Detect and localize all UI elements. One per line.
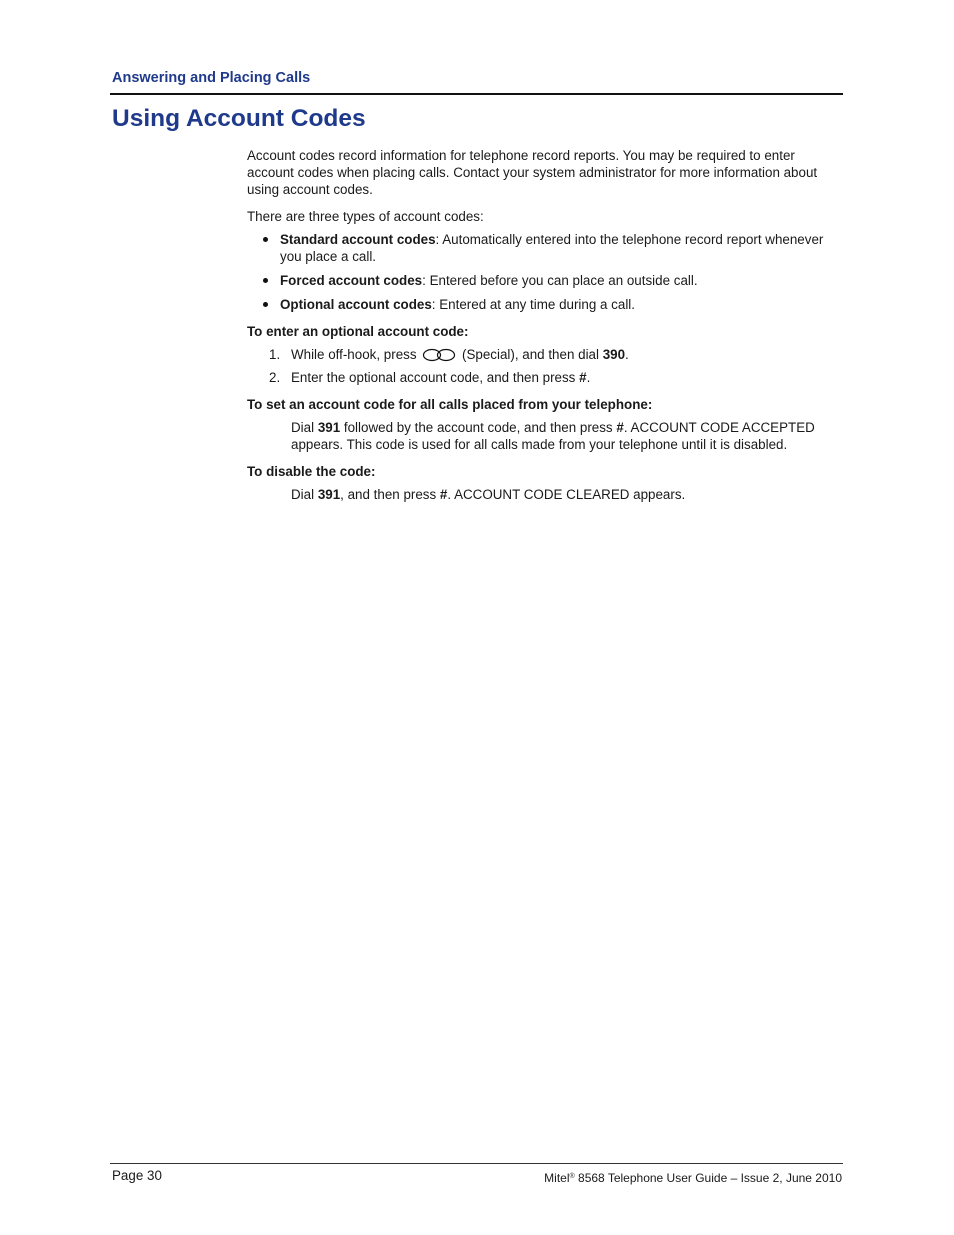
- content-body: [247, 147, 843, 513]
- bullet-icon: [263, 237, 268, 242]
- all-calls-instructions: Dial 391 followed by the account code, and then press #. ACCOUNT CODE ACCEPTED appears. This code is used for all calls made from your telephone until it is disabled.: [291, 420, 815, 452]
- dial-key: #: [616, 420, 624, 435]
- optional-code-heading: To enter an optional account code:: [247, 324, 469, 339]
- dial-key: #: [439, 487, 448, 502]
- step-text: While off-hook, press: [291, 347, 417, 362]
- type-desc: : Entered at any time during a call.: [431, 297, 635, 312]
- dial-code: 391: [317, 420, 341, 435]
- header-rule: [110, 93, 843, 95]
- disable-instructions: Dial 391, and then press #. ACCOUNT CODE CLEARED appears.: [291, 487, 686, 502]
- list-item: [247, 231, 843, 265]
- type-desc: : Automatically entered into the telephone record report whenever you place a call.: [280, 232, 824, 264]
- types-intro: There are three types of account codes:: [247, 209, 484, 224]
- page-number: Page 30: [112, 1168, 162, 1183]
- dial-code: 390: [602, 347, 626, 362]
- list-item: [247, 272, 843, 289]
- type-term: Forced account codes: [280, 273, 423, 288]
- step-text: Enter the optional account code, and then press: [291, 370, 576, 385]
- step-number: 2.: [269, 370, 281, 385]
- special-key-icon: [422, 348, 456, 362]
- type-term: Standard account codes: [280, 232, 436, 247]
- footer-rule: [110, 1163, 843, 1164]
- step-item: 1. While off-hook, press (Special), and then dial 390.: [269, 347, 629, 362]
- type-desc: : Entered before you can place an outside call.: [422, 273, 698, 288]
- type-term: Optional account codes: [280, 297, 432, 312]
- step-item: 2. Enter the optional account code, and then press #.: [269, 370, 591, 385]
- dial-code: 391: [317, 487, 341, 502]
- all-calls-heading: To set an account code for all calls placed from your telephone:: [247, 397, 653, 412]
- section-header: Answering and Placing Calls: [112, 70, 311, 86]
- footer-document-title: Mitel® 8568 Telephone User Guide – Issue 2, June 2010: [544, 1171, 842, 1185]
- step-text: (Special), and then dial: [462, 347, 599, 362]
- bullet-icon: [263, 278, 268, 283]
- account-code-types-list: [247, 231, 843, 313]
- step-number: 1.: [269, 347, 281, 362]
- bullet-icon: [263, 302, 268, 307]
- list-item: [247, 296, 843, 313]
- disable-heading: To disable the code:: [247, 464, 376, 479]
- page-title: Using Account Codes: [112, 105, 366, 132]
- intro-paragraph: Account codes record information for telephone record reports. You may be required to enter account codes when placing calls. Contact your system administrator for more information about using account codes.: [247, 148, 818, 197]
- dial-key: #: [579, 370, 587, 385]
- optional-code-steps: [247, 346, 843, 386]
